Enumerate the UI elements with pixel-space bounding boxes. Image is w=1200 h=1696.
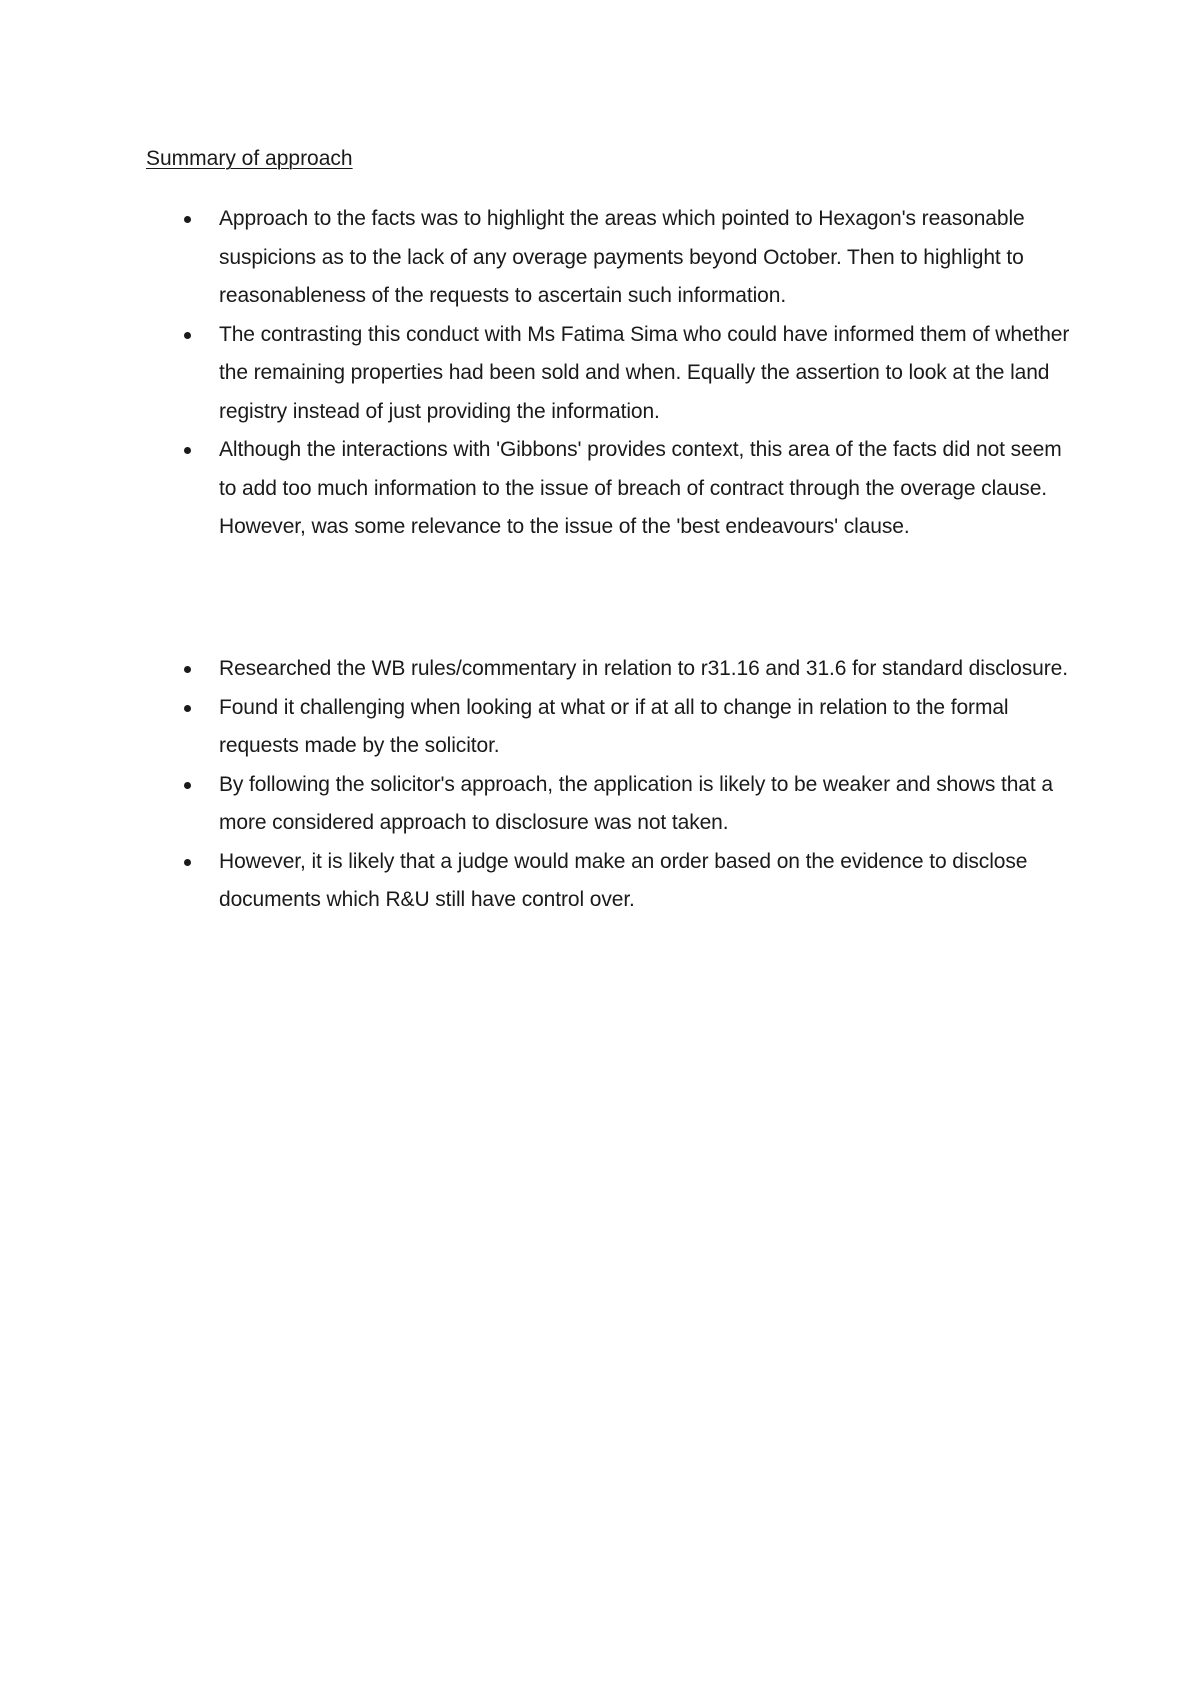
bullet-icon <box>184 859 191 866</box>
list-item <box>0 316 1079 432</box>
summary-list-second <box>0 650 1200 920</box>
list-item <box>0 431 1079 547</box>
list-item-text: Found it challenging when looking at what or if at all to change in relation to the formal requests made by the solicitor. <box>219 695 1009 757</box>
bullet-icon <box>184 216 191 223</box>
list-item-text: However, it is likely that a judge would make an order based on the evidence to disclose documents which R&U still have control over. <box>219 849 1028 911</box>
list-item <box>0 650 1079 689</box>
bullet-icon <box>184 332 191 339</box>
summary-list-first <box>0 200 1200 547</box>
list-item <box>0 843 1079 920</box>
list-item-text: Although the interactions with 'Gibbons' provides context, this area of the facts did not seem to add too much information to the issue of breach of contract through the overage clause. However, was some relevance to the issue of the 'best endeavours' clause. <box>219 438 1062 538</box>
bullet-icon <box>184 666 191 673</box>
list-item-text: By following the solicitor's approach, the application is likely to be weaker and shows that a more considered approach to disclosure was not taken. <box>219 772 1053 834</box>
list-item <box>0 689 1079 766</box>
list-item-text: Researched the WB rules/commentary in relation to r31.16 and 31.6 for standard disclosure. <box>219 657 1068 680</box>
list-item-text: Approach to the facts was to highlight the areas which pointed to Hexagon's reasonable suspicions as to the lack of any overage payments beyond October. Then to highlight to reasonableness of the requests to ascertain such information. <box>219 207 1025 307</box>
list-item <box>0 766 1079 843</box>
list-item-text: The contrasting this conduct with Ms Fatima Sima who could have informed them of whether the remaining properties had been sold and when. Equally the assertion to look at the land registry instead of just providing the information. <box>219 322 1070 423</box>
bullet-icon <box>184 447 191 454</box>
list-item <box>0 200 1079 316</box>
bullet-icon <box>184 782 191 789</box>
bullet-icon <box>184 705 191 712</box>
section-heading: Summary of approach <box>146 147 353 170</box>
